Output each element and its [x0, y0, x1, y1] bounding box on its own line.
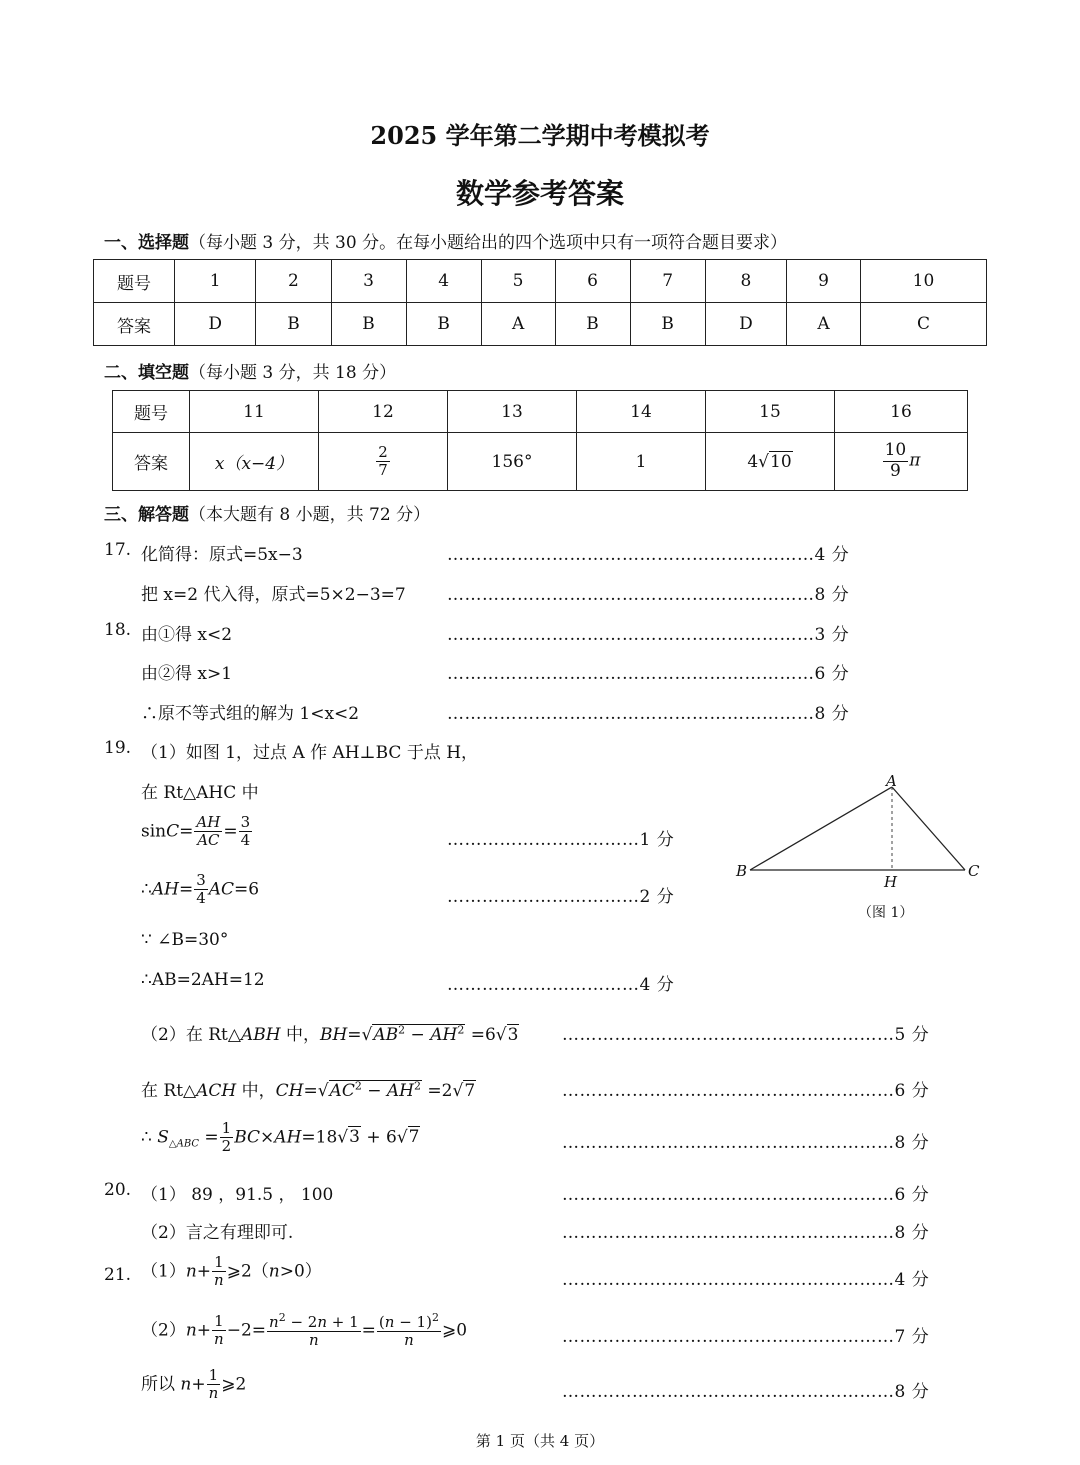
choice-answer: A	[787, 303, 861, 346]
page-footer: 第 1 页（共 4 页）	[475, 1432, 605, 1450]
row-label: 题号	[94, 260, 175, 303]
section-2-note: （每小题 3 分，共 18 分）	[189, 363, 397, 383]
choice-answer: A	[481, 303, 555, 346]
q19-score-1: ……………………………1 分	[447, 830, 675, 850]
choice-num: 9	[787, 260, 861, 303]
page-title: 2025 学年第二学期中考模拟考	[370, 121, 710, 150]
choice-num: 5	[481, 260, 555, 303]
choice-num: 2	[256, 260, 331, 303]
fill-answer-14: 1	[577, 433, 706, 491]
choice-num: 7	[630, 260, 705, 303]
q21-score-4: …………………………………………………4 分	[562, 1270, 930, 1290]
fill-answer-16: $\frac{10}{9}$ π	[835, 433, 968, 491]
q19-score-5: …………………………………………………5 分	[562, 1025, 930, 1045]
q19-score-6: …………………………………………………6 分	[562, 1081, 930, 1101]
section-3-heading	[104, 500, 430, 525]
q21-part2: （2）n+ $\frac{1}{n}$ −2= $\frac{n^2 - 2n + 1}{n}$ = $\frac{(n - 1)^2}{n}$ ⩾0	[141, 1311, 468, 1350]
choice-answer: C	[860, 303, 986, 346]
side-ab	[750, 787, 892, 870]
section-1-title: 一、选择题	[104, 233, 189, 253]
section-3-title: 三、解答题	[104, 505, 189, 525]
q19-score-4: ……………………………4 分	[447, 975, 675, 995]
fill-num: 12	[319, 391, 448, 433]
q17-score-2: ………………………………………………………8 分	[447, 585, 850, 605]
choice-answer: B	[256, 303, 331, 346]
q18-line-1: 由①得 x<2	[141, 625, 233, 645]
q19-part2-bh: （2）在 Rt△ABH 中，$BH=√AB^2 - AH^2 =6√3$	[141, 1023, 519, 1045]
q18-line-3: ∴原不等式组的解为 1<x<2	[141, 704, 360, 724]
q20-number: 20.	[104, 1180, 132, 1200]
q20-score-2: …………………………………………………8 分	[562, 1223, 930, 1243]
q18-score-3: ………………………………………………………8 分	[447, 704, 850, 724]
choice-answer: B	[555, 303, 630, 346]
section-1-note: （每小题 3 分，共 30 分。在每小题给出的四个选项中只有一项符合题目要求）	[189, 233, 788, 253]
fill-answer-11: x（x−4）	[190, 433, 319, 491]
q18-line-2: 由②得 x>1	[141, 664, 233, 684]
q19-area-formula: ∴ $S_{\triangle ABC}$ = $\frac{1}{2}$ BC×AH=18√3 + 6√7	[141, 1119, 420, 1156]
choice-answer: B	[331, 303, 406, 346]
q19-score-8: …………………………………………………8 分	[562, 1133, 930, 1153]
fill-answer-row	[113, 433, 968, 491]
fill-num-row	[113, 391, 968, 433]
figure-caption: （图 1）	[858, 905, 914, 921]
row-label: 答案	[113, 433, 190, 491]
choice-num: 3	[331, 260, 406, 303]
section-2-heading	[104, 358, 396, 383]
choice-num: 1	[175, 260, 256, 303]
choice-answer: B	[406, 303, 481, 346]
choice-answer-row	[94, 303, 987, 346]
q19-line-6: ∴AB=2AH=12	[141, 970, 265, 990]
q19-line-1: （1）如图 1，过点 A 作 AH⊥BC 于点 H，	[141, 743, 479, 763]
vertex-label-a: A	[886, 772, 897, 790]
q19-sin-formula: sinC= $\frac{AH}{AC}$ = $\frac{3}{4}$	[141, 813, 251, 850]
q19-part2-ch: 在 Rt△ACH 中，$CH=√AC^2 - AH^2 =2√7$	[141, 1079, 476, 1101]
vertex-label-c: C	[968, 862, 980, 880]
choice-num: 6	[555, 260, 630, 303]
row-label: 题号	[113, 391, 190, 433]
choice-answer: D	[705, 303, 786, 346]
q18-score-1: ………………………………………………………3 分	[447, 625, 850, 645]
q21-number: 21.	[104, 1265, 132, 1285]
section-1-heading	[104, 228, 787, 253]
choice-answer: D	[175, 303, 256, 346]
q21-part3: 所以 n+ $\frac{1}{n}$ ⩾2	[141, 1366, 247, 1403]
fill-num: 16	[835, 391, 968, 433]
page-subtitle: 数学参考答案	[455, 177, 624, 210]
q18-score-2: ………………………………………………………6 分	[447, 664, 850, 684]
choice-num: 8	[705, 260, 786, 303]
fill-answer-table	[112, 390, 968, 491]
vertex-label-h: H	[884, 873, 898, 891]
choice-num-row	[94, 260, 987, 303]
section-3-note: （本大题有 8 小题，共 72 分）	[189, 505, 431, 525]
q19-line-5: ∵ ∠B=30°	[141, 930, 229, 950]
q17-score-1: ………………………………………………………4 分	[447, 545, 850, 565]
choice-num: 10	[860, 260, 986, 303]
q18-number: 18.	[104, 620, 132, 640]
q21-part1: （1）n+ $\frac{1}{n}$ ⩾2（n>0）	[141, 1253, 322, 1290]
q19-number: 19.	[104, 738, 132, 758]
q19-line-2: 在 Rt△AHC 中	[141, 783, 259, 803]
q17-number: 17.	[104, 540, 132, 560]
side-ac	[892, 787, 965, 870]
fill-answer-13: 156°	[448, 433, 577, 491]
q19-score-2: ……………………………2 分	[447, 887, 675, 907]
q20-line-1: （1） 89 ，91.5 ， 100	[141, 1185, 334, 1205]
row-label: 答案	[94, 303, 175, 346]
choice-answer-table	[93, 259, 987, 346]
q20-line-2: （2）言之有理即可.	[141, 1223, 294, 1243]
fill-answer-15: 4√10	[706, 433, 835, 491]
q17-line-2: 把 x=2 代入得，原式=5×2−3=7	[141, 585, 406, 605]
q20-score-1: …………………………………………………6 分	[562, 1185, 930, 1205]
section-2-title: 二、填空题	[104, 363, 189, 383]
q17-line-1: 化简得：原式=5x−3	[141, 545, 303, 565]
q21-score-7: …………………………………………………7 分	[562, 1327, 930, 1347]
vertex-label-b: B	[736, 862, 748, 880]
q21-score-8: …………………………………………………8 分	[562, 1382, 930, 1402]
fill-num: 15	[706, 391, 835, 433]
q19-ah-formula: ∴AH= $\frac{3}{4}$ AC=6	[141, 871, 260, 908]
choice-num: 4	[406, 260, 481, 303]
fill-num: 11	[190, 391, 319, 433]
fill-answer-12: $\frac{2}{7}$	[319, 433, 448, 491]
choice-answer: B	[630, 303, 705, 346]
fill-num: 13	[448, 391, 577, 433]
fill-num: 14	[577, 391, 706, 433]
